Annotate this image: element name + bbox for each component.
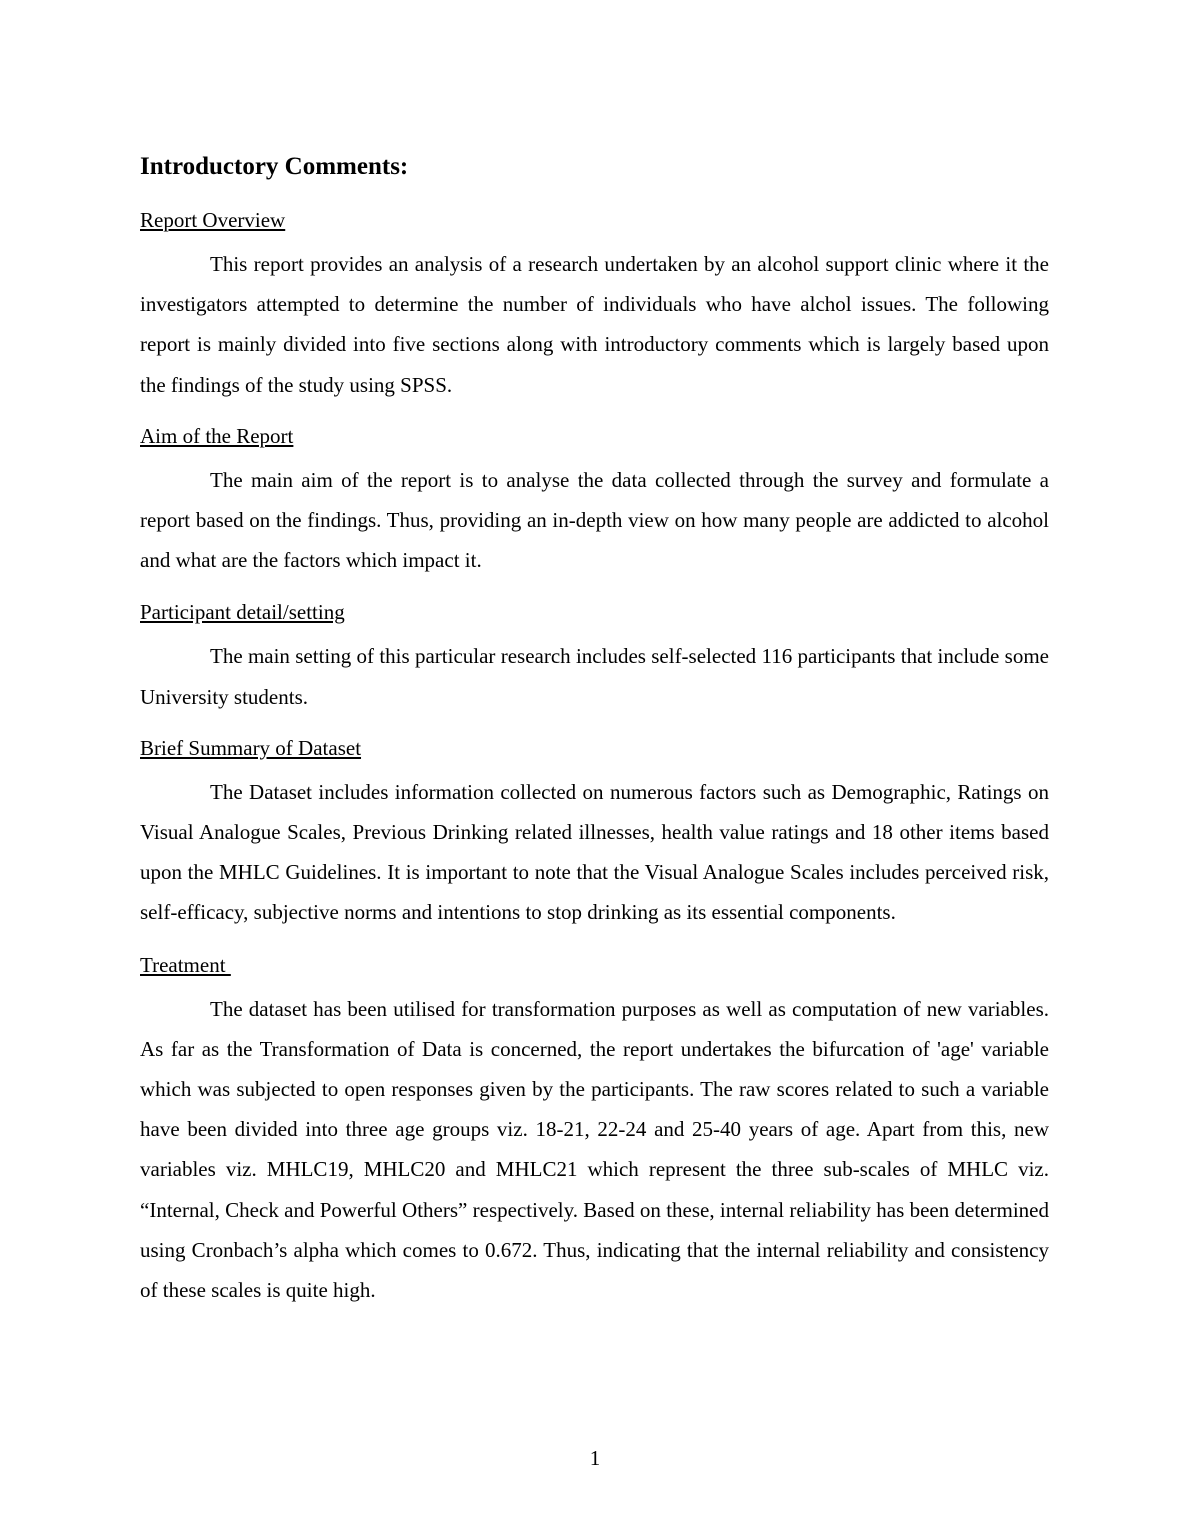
section-body-report-overview: This report provides an analysis of a research undertaken by an alcohol support clinic where it the investigators attempted to determine the number of individuals who have alchol issues. The following report is mainly divided into five sections along with introductory comments which is largely based upon the findings of the study using SPSS. bbox=[140, 252, 1049, 397]
section-body-treatment: The dataset has been utilised for transformation purposes as well as computation of new variables. As far as the Transformation of Data is concerned, the report undertakes the bifurcation of 'age' variable which was subjected to open responses given by the participants. The raw scores related to such a variable have been divided into three age groups viz. 18-21, 22-24 and 25-40 years of age. Apart from this, new variables viz. MHLC19, MHLC20 and MHLC21 which represent the three sub-scales of MHLC viz. “Internal, Check and Powerful Others” respectively. Based on these, internal reliability has been determined using Cronbach’s alpha which comes to 0.672. Thus, indicating that the internal reliability and consistency of these scales is quite high. bbox=[140, 996, 1049, 1303]
section-body-aim: The main aim of the report is to analyse the data collected through the survey and formulate a report based on the findings. Thus, providing an in-depth view on how many people are addicted to alcohol and what are the factors which impact it. bbox=[140, 467, 1049, 573]
page-number: 1 bbox=[589, 1446, 601, 1470]
section-heading-report-overview: Report Overview bbox=[140, 208, 286, 232]
section-heading-participant: Participant detail/setting bbox=[140, 600, 345, 625]
document-page bbox=[140, 150, 1049, 1310]
section-heading-treatment: Treatment bbox=[140, 952, 231, 977]
section-heading-dataset-summary: Brief Summary of Dataset bbox=[140, 735, 362, 760]
section-heading-aim: Aim of the Report bbox=[140, 423, 294, 448]
document-title: Introductory Comments: bbox=[140, 153, 409, 180]
section-body-dataset-summary: The Dataset includes information collected on numerous factors such as Demographic, Ratings on Visual Analogue Scales, Previous Drinking related illnesses, health value ratings and 18 other items based upon the MHLC Guidelines. It is important to note that the Visual Analogue Scales includes perceived risk, self-efficacy, subjective norms and intentions to stop drinking as its essential components. bbox=[140, 779, 1049, 925]
section-body-participant: The main setting of this particular research includes self-selected 116 participants that include some University students. bbox=[140, 644, 1049, 709]
